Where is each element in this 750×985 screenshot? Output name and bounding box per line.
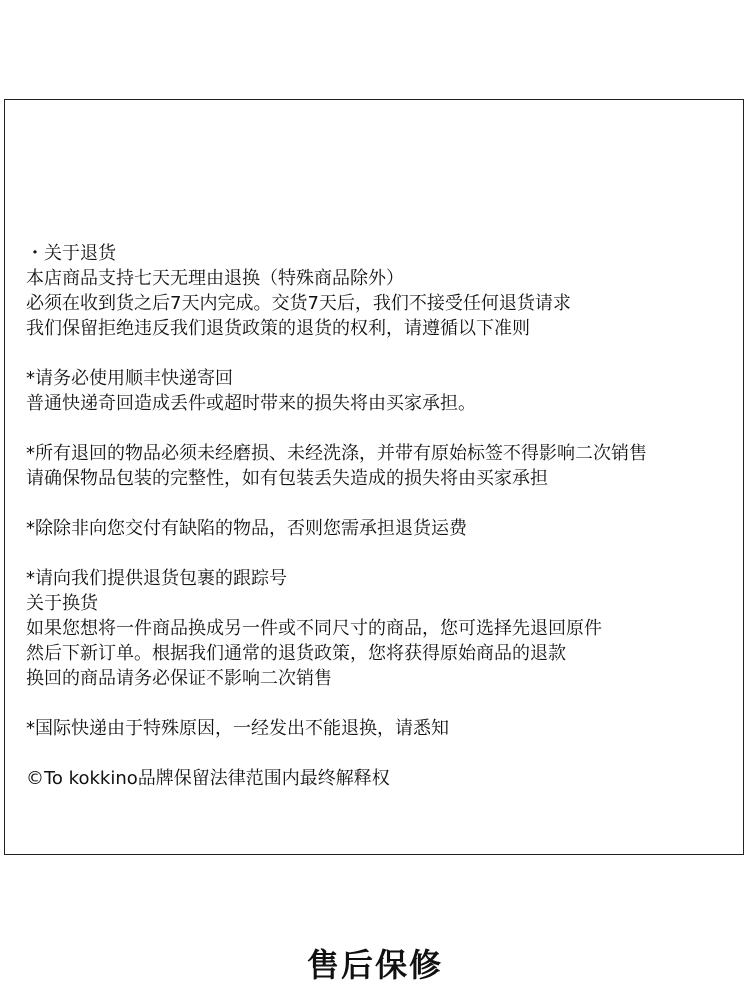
blank-line [26, 741, 743, 766]
blank-line [26, 491, 743, 516]
copyright-line: ©To kokkino品牌保留法律范围内最终解释权 [26, 768, 390, 789]
policy-line: *所有退回的物品必须未经磨损、未经洗涤，并带有原始标签不得影响二次销售 [26, 443, 647, 464]
blank-line [26, 416, 743, 441]
policy-line: *国际快递由于特殊原因，一经发出不能退换，请悉知 [26, 718, 449, 739]
policy-line: *请务必使用顺丰快递寄回 [26, 368, 233, 389]
blank-line [26, 341, 743, 366]
after-sales-title: 售后保修 [306, 946, 443, 984]
policy-line: 如果您想将一件商品换成另一件或不同尺寸的商品，您可选择先退回原件 [26, 618, 602, 639]
policy-line: 必须在收到货之后7天内完成。交货7天后，我们不接受任何退货请求 [26, 293, 571, 314]
policy-line: *请向我们提供退货包裹的跟踪号 [26, 568, 287, 589]
policy-line: 换回的商品请务必保证不影响二次销售 [26, 668, 332, 689]
heading-exchanges: 关于换货 [26, 593, 98, 614]
heading-returns: ・关于退货 [26, 243, 116, 264]
return-policy-text [26, 241, 743, 791]
policy-line: 我们保留拒绝违反我们退货政策的退货的权利，请遵循以下准则 [26, 318, 530, 339]
blank-line [26, 541, 743, 566]
policy-line: 请确保物品包装的完整性，如有包装丢失造成的损失将由买家承担 [26, 468, 548, 489]
policy-line: 本店商品支持七天无理由退换（特殊商品除外） [26, 268, 404, 289]
return-policy-panel [4, 99, 744, 855]
blank-line [26, 691, 743, 716]
policy-line: *除除非向您交付有缺陷的物品，否则您需承担退货运费 [26, 518, 467, 539]
policy-line: 然后下新订单。根据我们通常的退货政策，您将获得原始商品的退款 [26, 643, 566, 664]
policy-line: 普通快递奇回造成丢件或超时带来的损失将由买家承担。 [26, 393, 476, 414]
